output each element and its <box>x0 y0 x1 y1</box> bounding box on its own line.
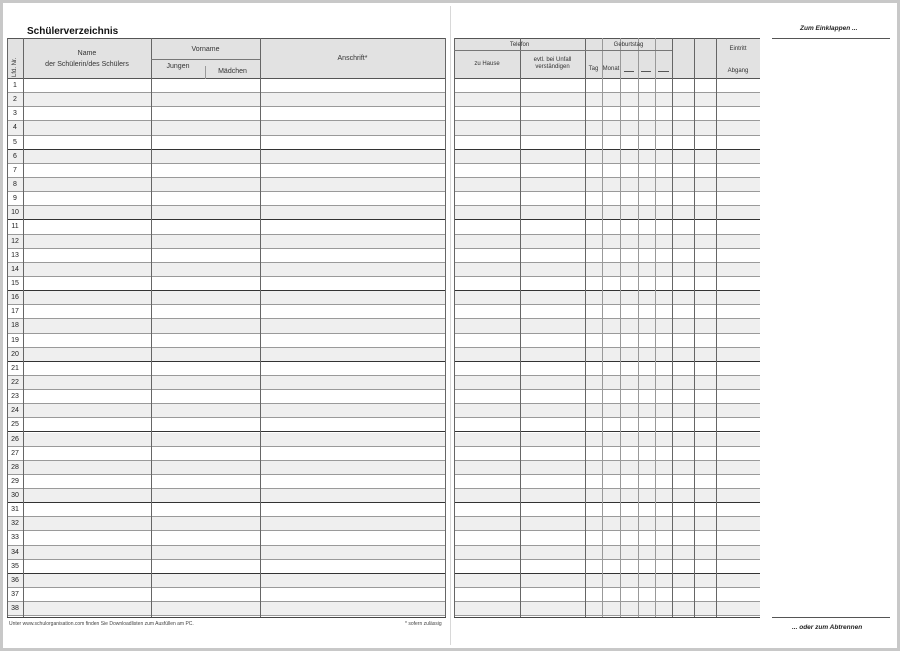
table-row <box>454 433 760 447</box>
table-row <box>454 376 760 390</box>
table-bottom-line <box>454 617 760 618</box>
table-row <box>454 220 760 234</box>
table-row <box>7 150 446 164</box>
row-number: 27 <box>11 449 19 457</box>
col-divider <box>602 38 603 618</box>
header-vorname: Vorname <box>191 46 220 53</box>
table-row <box>7 433 446 447</box>
table-row <box>7 404 446 418</box>
col-divider <box>655 38 656 618</box>
table-row <box>454 517 760 531</box>
table-row <box>454 503 760 517</box>
row-number: 32 <box>11 520 19 528</box>
row-number: 20 <box>11 350 19 358</box>
col-divider <box>694 38 695 618</box>
table-bottom-line <box>7 617 446 618</box>
row-number: 26 <box>11 435 19 443</box>
header-name-line1: Name <box>77 50 97 57</box>
row-number: 13 <box>11 251 19 259</box>
table-row <box>7 249 446 263</box>
page-title: Schülerverzeichnis <box>27 26 119 37</box>
table-row <box>7 503 446 517</box>
table-row <box>7 206 446 220</box>
row-number: 4 <box>13 124 17 132</box>
row-number: 24 <box>11 407 19 415</box>
student-table-left <box>7 38 446 618</box>
table-row <box>454 136 760 150</box>
row-number: 15 <box>11 279 19 287</box>
col-divider <box>520 38 521 618</box>
header-maedchen: Mädchen <box>218 68 247 75</box>
table-row <box>7 588 446 602</box>
row-number: 9 <box>13 195 17 203</box>
table-row <box>454 121 760 135</box>
table-row <box>7 546 446 560</box>
col-divider <box>23 38 24 618</box>
row-number: 30 <box>11 492 19 500</box>
table-row <box>7 489 446 503</box>
table-row <box>7 574 446 588</box>
col-divider <box>7 38 8 618</box>
row-number: 6 <box>13 152 17 160</box>
table-row <box>454 319 760 333</box>
table-row <box>454 206 760 220</box>
row-number: 14 <box>11 265 19 273</box>
header-nr: Lfd. Nr. <box>12 57 18 77</box>
table-row <box>7 192 446 206</box>
table-row <box>454 418 760 432</box>
header-telefon: Telefon <box>509 42 530 48</box>
table-row <box>7 517 446 531</box>
vorname-underline <box>151 59 260 60</box>
table-row <box>454 334 760 348</box>
col-divider <box>585 38 586 618</box>
row-number: 35 <box>11 562 19 570</box>
col-divider <box>620 38 621 618</box>
table-row <box>454 362 760 376</box>
header-name-line2: der Schülerin/des Schülers <box>45 61 129 68</box>
row-number: 12 <box>11 237 19 245</box>
col-divider <box>260 38 261 618</box>
table-row <box>454 588 760 602</box>
footer-footnote: * sofern zulässig <box>405 621 442 627</box>
table-row <box>454 390 760 404</box>
table-row <box>7 121 446 135</box>
row-number: 1 <box>13 82 17 89</box>
table-row <box>7 531 446 545</box>
row-number: 31 <box>11 506 19 514</box>
table-row <box>454 107 760 121</box>
table-row <box>454 461 760 475</box>
footer-download-note: Unter www.schulorganisation.com finden Sie Downloadlisten zum Ausfüllen am PC. <box>9 621 194 627</box>
table-row <box>7 235 446 249</box>
table-row <box>454 79 760 93</box>
table-row <box>7 362 446 376</box>
table-row <box>454 404 760 418</box>
blank-line <box>641 71 651 72</box>
row-number: 18 <box>11 322 19 330</box>
row-number: 16 <box>11 294 19 302</box>
table-row <box>7 348 446 362</box>
table-row <box>454 305 760 319</box>
side-fold-label: Zum Einklappen ... <box>800 25 858 32</box>
table-row <box>454 192 760 206</box>
col-divider <box>151 38 152 618</box>
table-row <box>454 475 760 489</box>
table-row <box>7 220 446 234</box>
col-divider <box>716 38 717 618</box>
table-row <box>454 178 760 192</box>
student-table-right <box>454 38 760 618</box>
row-number: 2 <box>13 96 17 104</box>
table-row <box>454 235 760 249</box>
row-number: 22 <box>11 378 19 386</box>
col-divider <box>445 38 446 618</box>
table-row <box>7 390 446 404</box>
row-number: 25 <box>11 421 19 429</box>
table-row <box>7 560 446 574</box>
table-row <box>454 574 760 588</box>
col-divider <box>638 38 639 618</box>
header-geburtstag: Geburtstag <box>613 42 644 48</box>
row-number: 38 <box>11 605 19 613</box>
row-number: 7 <box>13 166 17 174</box>
table-row <box>7 376 446 390</box>
table-row <box>454 263 760 277</box>
row-number: 11 <box>11 223 19 231</box>
header-unfall-line1: evtl. bei Unfall <box>533 57 572 63</box>
table-row <box>454 164 760 178</box>
row-number: 28 <box>11 463 19 471</box>
table-row <box>7 263 446 277</box>
header-jungen: Jungen <box>166 63 190 70</box>
table-row <box>7 178 446 192</box>
table-row <box>454 277 760 291</box>
table-row <box>7 319 446 333</box>
header-eintritt: Eintritt <box>729 46 747 52</box>
header-anschrift: Anschrift* <box>337 55 368 62</box>
telefon-underline <box>454 50 672 51</box>
row-number: 29 <box>11 477 19 485</box>
side-detach-label: ... oder zum Abtrennen <box>792 624 863 631</box>
table-row <box>7 475 446 489</box>
table-row <box>7 291 446 305</box>
table-row <box>7 305 446 319</box>
table-row <box>454 348 760 362</box>
table-row <box>7 79 446 93</box>
row-number: 5 <box>13 138 17 146</box>
row-number: 33 <box>11 534 19 542</box>
row-number: 10 <box>11 209 19 217</box>
table-row <box>454 249 760 263</box>
side-top-line <box>772 38 890 39</box>
fold-line <box>450 6 451 645</box>
table-row <box>454 291 760 305</box>
table-row <box>7 277 446 291</box>
col-divider <box>454 38 455 618</box>
row-number: 19 <box>11 336 19 344</box>
side-bottom-line <box>772 617 890 618</box>
blank-line <box>658 71 669 72</box>
table-row <box>7 164 446 178</box>
row-number: 37 <box>11 591 19 599</box>
blank-line <box>624 71 634 72</box>
table-row <box>7 447 446 461</box>
table-row <box>454 489 760 503</box>
table-row <box>7 107 446 121</box>
table-row <box>7 461 446 475</box>
table-row <box>7 136 446 150</box>
header-zu-hause: zu Hause <box>474 61 500 67</box>
header-abgang: Abgang <box>727 68 749 74</box>
header-unfall-line2: verständigen <box>535 64 570 70</box>
table-row <box>454 150 760 164</box>
table-row <box>7 334 446 348</box>
row-number: 8 <box>13 180 17 188</box>
table-row <box>7 602 446 616</box>
row-number: 17 <box>11 308 19 316</box>
header-tag: Tag <box>588 66 599 72</box>
table-row <box>454 602 760 616</box>
table-row <box>7 418 446 432</box>
table-row <box>454 447 760 461</box>
table-row <box>454 560 760 574</box>
row-number: 21 <box>11 364 19 372</box>
row-number: 3 <box>13 110 17 118</box>
table-row <box>454 93 760 107</box>
header-monat: Monat <box>602 66 620 72</box>
table-row <box>454 531 760 545</box>
row-number: 34 <box>11 548 19 556</box>
col-divider <box>672 38 673 618</box>
row-number: 23 <box>11 393 19 401</box>
table-row <box>454 546 760 560</box>
row-number: 36 <box>11 576 19 584</box>
table-row <box>7 93 446 107</box>
